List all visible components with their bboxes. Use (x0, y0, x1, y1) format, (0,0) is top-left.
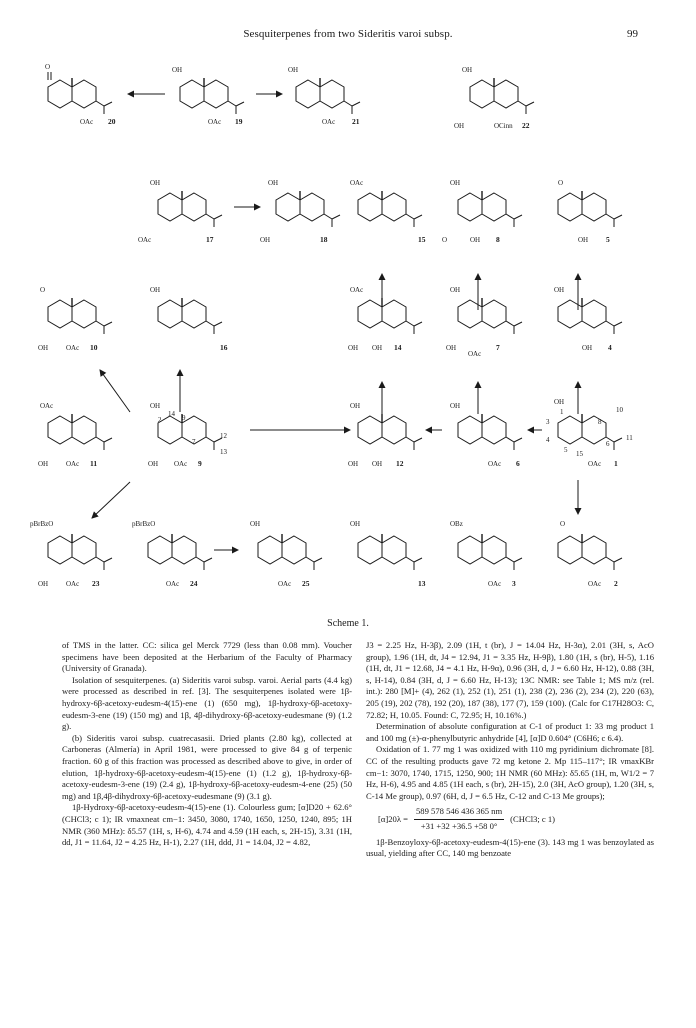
svg-text:3: 3 (512, 579, 516, 588)
row-5 (30, 520, 622, 588)
svg-text:pBrBzO: pBrBzO (30, 520, 54, 528)
svg-text:OH: OH (150, 179, 161, 187)
svg-text:11: 11 (626, 434, 633, 442)
row-4 (38, 370, 633, 518)
svg-text:OH: OH (148, 460, 159, 468)
svg-text:11: 11 (90, 459, 98, 468)
svg-text:OH: OH (38, 344, 49, 352)
svg-text:2: 2 (158, 416, 162, 424)
svg-text:OH: OH (348, 460, 359, 468)
paragraph: (b) Sideritis varoi subsp. cuatrecasasii. Dried plants (2.80 kg), collected at Carboneras (Almería) in April 1981, were processed to give 84 g of terpenic fraction. 60 g of this fraction was processed as described above to give, in order of elution, 1β-hydroxy-6β-acetoxy-eudesm-4(15)-ene (1) (1.2 g), 1β-hydroxy-6β-acetoxy-eudesm-3-ene (19) (2.4 g), 1β-hydroxy-6β-acetoxy-eudesm-4-ene (25) (50 mg) and 1β,4β-dihydroxy-6β-acetoxy-eudesmane (9) (3.1 g). (62, 732, 352, 801)
svg-text:OH: OH (554, 398, 565, 406)
svg-text:14: 14 (394, 343, 402, 352)
svg-text:OAc: OAc (166, 580, 180, 588)
svg-text:10: 10 (90, 343, 98, 352)
svg-text:14: 14 (168, 410, 175, 418)
svg-text:OH: OH (372, 460, 383, 468)
svg-text:OAc: OAc (350, 179, 364, 187)
svg-text:10: 10 (616, 406, 623, 414)
svg-text:O: O (558, 179, 564, 187)
svg-text:OH: OH (450, 179, 461, 187)
svg-text:OAc: OAc (138, 236, 152, 244)
svg-text:13: 13 (418, 579, 426, 588)
svg-text:23: 23 (92, 579, 100, 588)
row-2 (138, 179, 622, 310)
svg-text:OH: OH (582, 344, 593, 352)
running-head: Sesquiterpenes from two Sideritis varoi subsp. (243, 28, 453, 40)
svg-text:7: 7 (192, 438, 196, 446)
optical-rotation-table (378, 806, 654, 832)
svg-text:OAc: OAc (588, 580, 602, 588)
svg-text:OAc: OAc (208, 118, 222, 126)
svg-text:OAc: OAc (588, 460, 602, 468)
svg-text:OAc: OAc (468, 350, 482, 358)
svg-text:OAc: OAc (80, 118, 94, 126)
paragraph: Determination of absolute configuration at C-1 of product 1: 33 mg product 1 and 100 mg (±)-α-phenylbutyric anhydride [4], [α]D 0.604° (C6H6; c 6.4). (366, 721, 654, 743)
page-number: 99 (627, 28, 638, 40)
svg-text:5: 5 (606, 235, 610, 244)
svg-text:21: 21 (352, 117, 360, 126)
svg-text:pBrBzO: pBrBzO (132, 520, 156, 528)
paragraph: 1β-Hydroxy-6β-acetoxy-eudesm-4(15)-ene (1). Colourless gum; [α]D20 + 62.6° (CHCl3; c 1); IR νmaxneat cm−1: 3450, 3080, 1740, 1650, 1250, 1240, 895; 1H NMR (360 MHz): δ5.57 (1H, s, H-6), 4.74 and 4.59 (1H each, s, 2H-15), 3.31 (1H, dd, J1 = 11.64, J2 = 4.25 Hz, H-1), 2.27 (1H, ddd, J1 = 14.04, J2 = 4.82, (62, 802, 352, 848)
svg-text:4: 4 (608, 343, 612, 352)
svg-text:1: 1 (614, 459, 618, 468)
svg-text:OH: OH (450, 286, 461, 294)
svg-text:OH: OH (150, 286, 161, 294)
rotation-values: +31 +32 +36.5 +58 0° (420, 820, 498, 831)
svg-text:OAc: OAc (488, 460, 502, 468)
svg-text:8: 8 (496, 235, 500, 244)
svg-text:5: 5 (564, 446, 568, 454)
svg-text:19: 19 (235, 117, 243, 126)
svg-text:OH: OH (470, 236, 481, 244)
left-column (62, 640, 352, 849)
svg-text:22: 22 (522, 121, 530, 130)
svg-text:18: 18 (320, 235, 328, 244)
reaction-scheme (30, 52, 670, 612)
rotation-wavelengths: 589 578 546 436 365 nm (414, 806, 504, 820)
svg-text:OAc: OAc (278, 580, 292, 588)
svg-text:6: 6 (606, 440, 610, 448)
svg-text:O: O (442, 236, 448, 244)
svg-text:OH: OH (350, 402, 361, 410)
svg-text:17: 17 (206, 235, 214, 244)
svg-text:3: 3 (546, 418, 550, 426)
svg-text:2: 2 (614, 579, 618, 588)
rotation-conditions: (CHCl3; c 1) (510, 813, 556, 824)
svg-text:15: 15 (576, 450, 583, 458)
scheme-caption: Scheme 1. (327, 618, 369, 629)
svg-text:OH: OH (250, 520, 261, 528)
svg-text:OAc: OAc (66, 460, 80, 468)
svg-text:O: O (560, 520, 566, 528)
svg-text:OH: OH (454, 122, 465, 130)
svg-text:OH: OH (446, 344, 457, 352)
svg-text:9: 9 (198, 459, 202, 468)
svg-text:OAc: OAc (322, 118, 336, 126)
svg-text:8: 8 (598, 418, 602, 426)
svg-text:12: 12 (220, 432, 227, 440)
svg-text:12: 12 (396, 459, 404, 468)
svg-text:24: 24 (190, 579, 198, 588)
paragraph: Oxidation of 1. 77 mg 1 was oxidized with 110 mg pyridinium dichromate [8]. CC of the resulting products gave 72 mg ketone 2. Mp 115–117°; IR νmaxKBr cm−1: 3070, 1740, 1715, 1250, 900; 1H NMR (60 MHz): δ5.65 (1H, m, W1/2 = 7 Hz, H-6), 4.95 and 4.85 (1H each, s (br), 2H-15), 2.0 (3H, AcO group), 1.20 (3H, s, C-14 Me group), 0.97 (6H, d, J = 6.5 Hz, C-12 and C-13 Me groups); (366, 744, 654, 801)
svg-text:OAc: OAc (350, 286, 364, 294)
paragraph: 1β-Benzoyloxy-6β-acetoxy-eudesm-4(15)-ene (3). 143 mg 1 was benzoylated as usual, yielding after CC, 140 mg benzoate (366, 836, 654, 859)
svg-text:OH: OH (38, 460, 49, 468)
svg-text:OH: OH (450, 402, 461, 410)
svg-text:7: 7 (496, 343, 500, 352)
svg-text:OH: OH (372, 344, 383, 352)
svg-text:OH: OH (288, 66, 299, 74)
svg-text:OAc: OAc (488, 580, 502, 588)
svg-text:OAc: OAc (174, 460, 188, 468)
svg-text:O: O (45, 63, 51, 71)
svg-text:20: 20 (108, 117, 116, 126)
paragraph: J3 = 2.25 Hz, H-3β), 2.09 (1H, t (br), J = 14.04 Hz, H-3α), 2.01 (3H, s, AcO group), 1.96 (1H, dt, J4 = 12.94, J1 = 3.35 Hz, H-9β), 1.80 (1H, s (br), H-5), 1.16 (1H, dt, J1 = 12.68, J4 = 4.1 Hz, H-9α), 0.96 (3H, d, J = 6.60 Hz, H-12), 0.88 (3H, s, H-14), 0.84 (3H, d, J = 6.60 Hz, H-13); 13C NMR: see Table 1; MS m/z (rel. int.): 280 [M]+ (4), 262 (1), 252 (1), 251 (1), 238 (2), 236 (2), 234 (2), 220 (63), 205 (19), 202 (78), 192 (20), 187 (38), 177 (7), 159 (100). (Calc for C17H28O3: C, 72.82; H, 10.05. Found: C, 72.95; H, 10.16%.) (366, 640, 654, 720)
svg-text:OAc: OAc (40, 402, 54, 410)
svg-text:O: O (40, 286, 46, 294)
svg-text:OH: OH (260, 236, 271, 244)
svg-text:OH: OH (554, 286, 565, 294)
svg-text:OH: OH (150, 402, 161, 410)
svg-text:OH: OH (578, 236, 589, 244)
right-column (366, 640, 654, 860)
svg-text:25: 25 (302, 579, 310, 588)
svg-text:13: 13 (220, 448, 227, 456)
paragraph: of TMS in the latter. CC: silica gel Merck 7729 (less than 0.08 mm). Voucher specimens have been deposited at the Herbarium of the Faculty of Pharmacy (University of Granada). (62, 640, 352, 674)
svg-text:OH: OH (38, 580, 49, 588)
paragraph: Isolation of sesquiterpenes. (a) Sideritis varoi subsp. varoi. Aerial parts (4.4 kg) were processed as described in ref. [3]. The sesquiterpenes isolated were 1β-hydroxy-6β-acetoxy-eudesm-4(15)-ene (1) (650 mg), 1β-hydroxy-6β-acetoxy-eudesm-3-ene (19) (150 mg) and 1β, 4β-dihydroxy-6β-acetoxy-eudesmane (9) (1.2 g). (62, 674, 352, 732)
svg-text:OCinn: OCinn (494, 122, 513, 130)
svg-text:OAc: OAc (66, 344, 80, 352)
row-3 (38, 286, 622, 414)
svg-text:4: 4 (546, 436, 550, 444)
svg-text:15: 15 (418, 235, 426, 244)
svg-text:16: 16 (220, 343, 228, 352)
svg-text:9: 9 (182, 414, 186, 422)
svg-text:OBz: OBz (450, 520, 463, 528)
svg-text:OH: OH (268, 179, 279, 187)
svg-text:OAc: OAc (66, 580, 80, 588)
svg-text:OH: OH (350, 520, 361, 528)
svg-text:OH: OH (462, 66, 473, 74)
svg-text:6: 6 (516, 459, 520, 468)
svg-text:OH: OH (172, 66, 183, 74)
row-1 (45, 63, 534, 130)
svg-text:1: 1 (560, 408, 564, 416)
svg-text:OH: OH (348, 344, 359, 352)
rotation-symbol: [α]20λ = (378, 813, 408, 824)
